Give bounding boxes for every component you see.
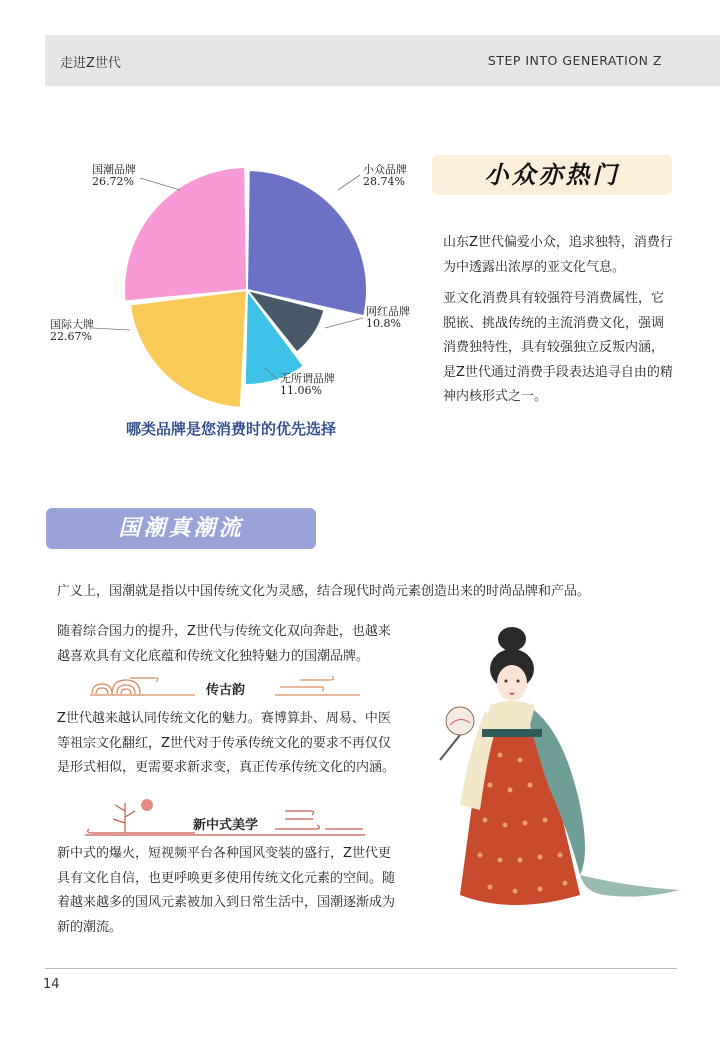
section2-intro: 广义上，国潮就是指以中国传统文化为灵感，结合现代时尚元素创造出来的时尚品牌和产品。 — [57, 584, 591, 599]
footer-divider — [45, 968, 677, 969]
pie-leader-line-5 — [140, 178, 180, 190]
section1-badge-label: 小众亦热门 — [484, 161, 620, 189]
section1-badge — [432, 155, 672, 195]
page-number: 14 — [43, 977, 60, 992]
hanfu-figure-icon — [430, 625, 690, 935]
chart-title: 哪类品牌是您消费时的优先选择 — [126, 420, 337, 438]
section2-paragraph-2: Z世代越来越认同传统文化的魅力。赛博算卦、周易、中医等祖宗文化翻红，Z世代对于传承传统文化的要求不再仅仅是形式相似，更需要求新求变，真正传承传统文化的内涵。 — [57, 711, 396, 775]
section1-paragraph-1: 山东Z世代偏爱小众，追求独特，消费行为中透露出浓厚的亚文化气息。 — [443, 235, 673, 275]
hanfu-lady-illustration — [430, 625, 690, 935]
pie-value-label-2: 10.8% — [366, 317, 401, 330]
pie-label-3: 无所谓品牌 — [280, 372, 335, 385]
section1-paragraph-2: 亚文化消费具有较强符号消费属性，它脱嵌、挑战传统的主流消费文化，强调消费独特性，具有较强独立反叛内涵，是Z世代通过消费手段表达追寻自由的精神内核形式之一。 — [443, 291, 673, 404]
pie-value-label-4: 22.67% — [50, 330, 92, 343]
pie-chart-svg — [40, 150, 430, 410]
header-right-title: STEP INTO GENERATION Z — [487, 53, 662, 68]
page-header — [45, 35, 720, 86]
section2-paragraph-1: 随着综合国力的提升，Z世代与传统文化双向奔赴，也越来越喜欢具有文化底蕴和传统文化独特魅力的国潮品牌。 — [57, 624, 391, 664]
pie-chart — [40, 150, 430, 410]
header-left-title: 走进Z世代 — [60, 56, 121, 71]
pie-value-label-1: 28.74% — [363, 175, 405, 188]
subtitle-1: 传古韵 — [206, 683, 246, 698]
pie-slice-4 — [130, 290, 247, 408]
subtitle-2: 新中式美学 — [193, 818, 259, 833]
pie-slice-5 — [124, 167, 247, 301]
pie-label-2: 网红品牌 — [366, 305, 410, 318]
pie-leader-line-2 — [325, 318, 363, 328]
pie-label-1: 小众品牌 — [363, 163, 407, 176]
pie-label-4: 国际大牌 — [50, 318, 94, 331]
pie-label-5: 国潮品牌 — [92, 163, 136, 176]
pie-value-label-3: 11.06% — [280, 384, 322, 397]
pie-value-label-5: 26.72% — [92, 175, 134, 188]
pie-leader-line-1 — [338, 175, 360, 190]
pie-leader-line-4 — [92, 328, 130, 330]
section2-badge — [46, 508, 316, 549]
section2-badge-label: 国潮真潮流 — [118, 516, 244, 541]
section2-paragraph-3: 新中式的爆火，短视频平台各种国风变装的盛行，Z世代更具有文化自信，也更呼唤更多使用传统文化元素的空间。随着越来越多的国风元素被加入到日常生活中，国潮逐渐成为新的潮流。 — [57, 846, 396, 935]
